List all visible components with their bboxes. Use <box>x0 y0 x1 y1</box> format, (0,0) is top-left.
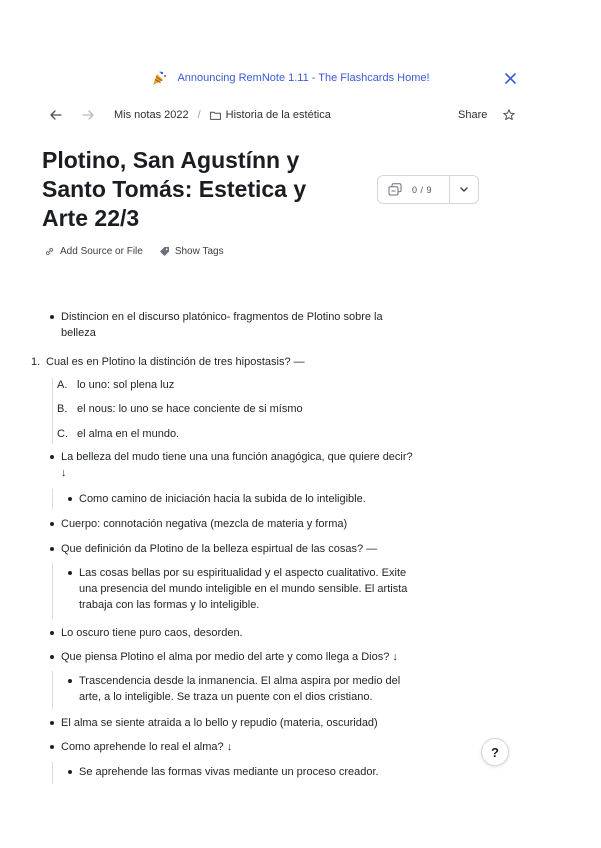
bullet-dot[interactable] <box>50 655 54 659</box>
note-item[interactable] <box>61 649 475 665</box>
note-item[interactable] <box>61 541 475 557</box>
bullet-dot[interactable] <box>50 547 54 551</box>
announcement-text[interactable]: Announcing RemNote 1.11 - The Flashcards Home! <box>177 72 430 84</box>
indent-guide <box>52 563 53 619</box>
flashcards-icon <box>388 183 402 196</box>
note-item[interactable] <box>61 309 475 341</box>
note-text-line: una presencia del mundo inteligible en el mundo sensible. El artista <box>79 583 408 595</box>
link-icon <box>44 246 55 257</box>
page-title-line: Arte 22/3 <box>42 205 140 231</box>
note-item[interactable] <box>61 715 475 731</box>
bullet-dot[interactable] <box>68 571 72 575</box>
note-item[interactable] <box>57 401 475 417</box>
show-tags-button[interactable]: Show Tags <box>174 245 224 257</box>
note-item[interactable] <box>79 764 475 780</box>
list-marker[interactable]: B. <box>57 403 68 415</box>
bullet-dot[interactable] <box>68 770 72 774</box>
back-button[interactable] <box>50 107 68 123</box>
arrow-right-icon <box>82 110 94 120</box>
help-button[interactable]: ? <box>481 738 509 766</box>
note-text-line: Cuerpo: connotación negativa (mezcla de materia y forma) <box>61 518 348 530</box>
flashcards-widget <box>377 175 479 204</box>
bullet-dot[interactable] <box>50 721 54 725</box>
note-item[interactable] <box>61 739 475 755</box>
list-marker[interactable]: C. <box>57 428 68 440</box>
breadcrumb-item-mis-notas[interactable]: Mis notas 2022 <box>114 109 189 121</box>
share-button[interactable]: Share <box>458 109 488 121</box>
note-item[interactable] <box>79 491 475 507</box>
add-source-button[interactable]: Add Source or File <box>60 245 143 257</box>
note-item[interactable] <box>61 449 475 481</box>
flashcards-dropdown-button[interactable] <box>450 187 478 192</box>
note-text-line: belleza <box>61 327 96 339</box>
note-text-line: Cual es en Plotino la distinción de tres hipostasis? — <box>46 356 305 368</box>
note-text-line: Trascendencia desde la inmanencia. El alma aspira por medio del <box>79 675 401 687</box>
note-item[interactable] <box>61 625 475 641</box>
note-text-line: trabaja con las formas y lo inteligible. <box>79 599 260 611</box>
page-title[interactable] <box>42 146 362 233</box>
note-text-line: lo uno: sol plena luz <box>77 379 175 391</box>
note-text-line: ↓ <box>61 467 67 479</box>
bullet-dot[interactable] <box>50 631 54 635</box>
note-text-line: La belleza del mudo tiene una una función anagógica, que quiere decir? <box>61 451 413 463</box>
indent-guide <box>52 489 53 509</box>
close-icon <box>505 73 516 84</box>
note-text-line: el nous: lo uno se hace conciente de si mísmo <box>77 403 303 415</box>
indent-guide <box>52 671 53 709</box>
breadcrumb-item-historia[interactable]: Historia de la estética <box>225 109 331 121</box>
document-meta-row <box>44 244 224 258</box>
note-text-line: Distincion en el discurso platónico- fragmentos de Plotino sobre la <box>61 311 383 323</box>
indent-guide <box>52 762 53 784</box>
page-title-line: Plotino, San Agustínn y <box>42 147 300 173</box>
flashcards-count: 0 / 9 <box>412 184 433 195</box>
indent-guide <box>52 378 53 444</box>
note-text-line: Como camino de iniciación hacia la subida de lo inteligible. <box>79 493 366 505</box>
tag-icon <box>159 246 170 257</box>
list-marker[interactable]: 1. <box>31 356 41 368</box>
bullet-dot[interactable] <box>50 455 54 459</box>
page-title-line: Santo Tomás: Estetica y <box>42 176 307 202</box>
note-text-line: Como aprehende lo real el alma? ↓ <box>61 741 233 753</box>
folder-icon <box>210 111 221 120</box>
flashcards-practice-button[interactable] <box>378 176 450 203</box>
bullet-dot[interactable] <box>50 745 54 749</box>
note-item[interactable] <box>79 565 475 613</box>
list-marker[interactable]: A. <box>57 379 68 391</box>
note-text-line: el alma en el mundo. <box>77 428 180 440</box>
bullet-dot[interactable] <box>50 315 54 319</box>
party-popper-icon <box>151 70 167 86</box>
note-text-line: Que definición da Plotino de la belleza espirtual de las cosas? — <box>61 543 378 555</box>
star-icon <box>503 109 515 121</box>
breadcrumb-separator: / <box>197 109 201 121</box>
note-text-line: El alma se siente atraida a lo bello y repudio (materia, oscuridad) <box>61 717 378 729</box>
note-item[interactable] <box>79 673 475 705</box>
close-announcement-button[interactable] <box>500 68 520 88</box>
chevron-down-icon <box>460 187 468 192</box>
arrow-left-icon <box>50 110 62 120</box>
note-item[interactable] <box>61 516 475 532</box>
note-item[interactable] <box>57 377 475 393</box>
note-text-line: Lo oscuro tiene puro caos, desorden. <box>61 627 243 639</box>
note-text-line: Se aprehende las formas vivas mediante un proceso creador. <box>79 766 379 778</box>
note-text-line: arte, a lo inteligible. Se traza un puente con el dios cristiano. <box>79 691 373 703</box>
breadcrumb <box>50 105 521 125</box>
bullet-dot[interactable] <box>50 522 54 526</box>
forward-button[interactable] <box>82 107 100 123</box>
bullet-dot[interactable] <box>68 497 72 501</box>
favorite-button[interactable] <box>501 105 517 125</box>
note-item[interactable] <box>57 426 475 442</box>
note-text-line: Que piensa Plotino el alma por medio del arte y como llega a Dios? ↓ <box>61 651 398 663</box>
bullet-dot[interactable] <box>68 679 72 683</box>
note-item[interactable] <box>31 354 475 370</box>
note-text-line: Las cosas bellas por su espiritualidad y el aspecto cualitativo. Exite <box>79 567 407 579</box>
